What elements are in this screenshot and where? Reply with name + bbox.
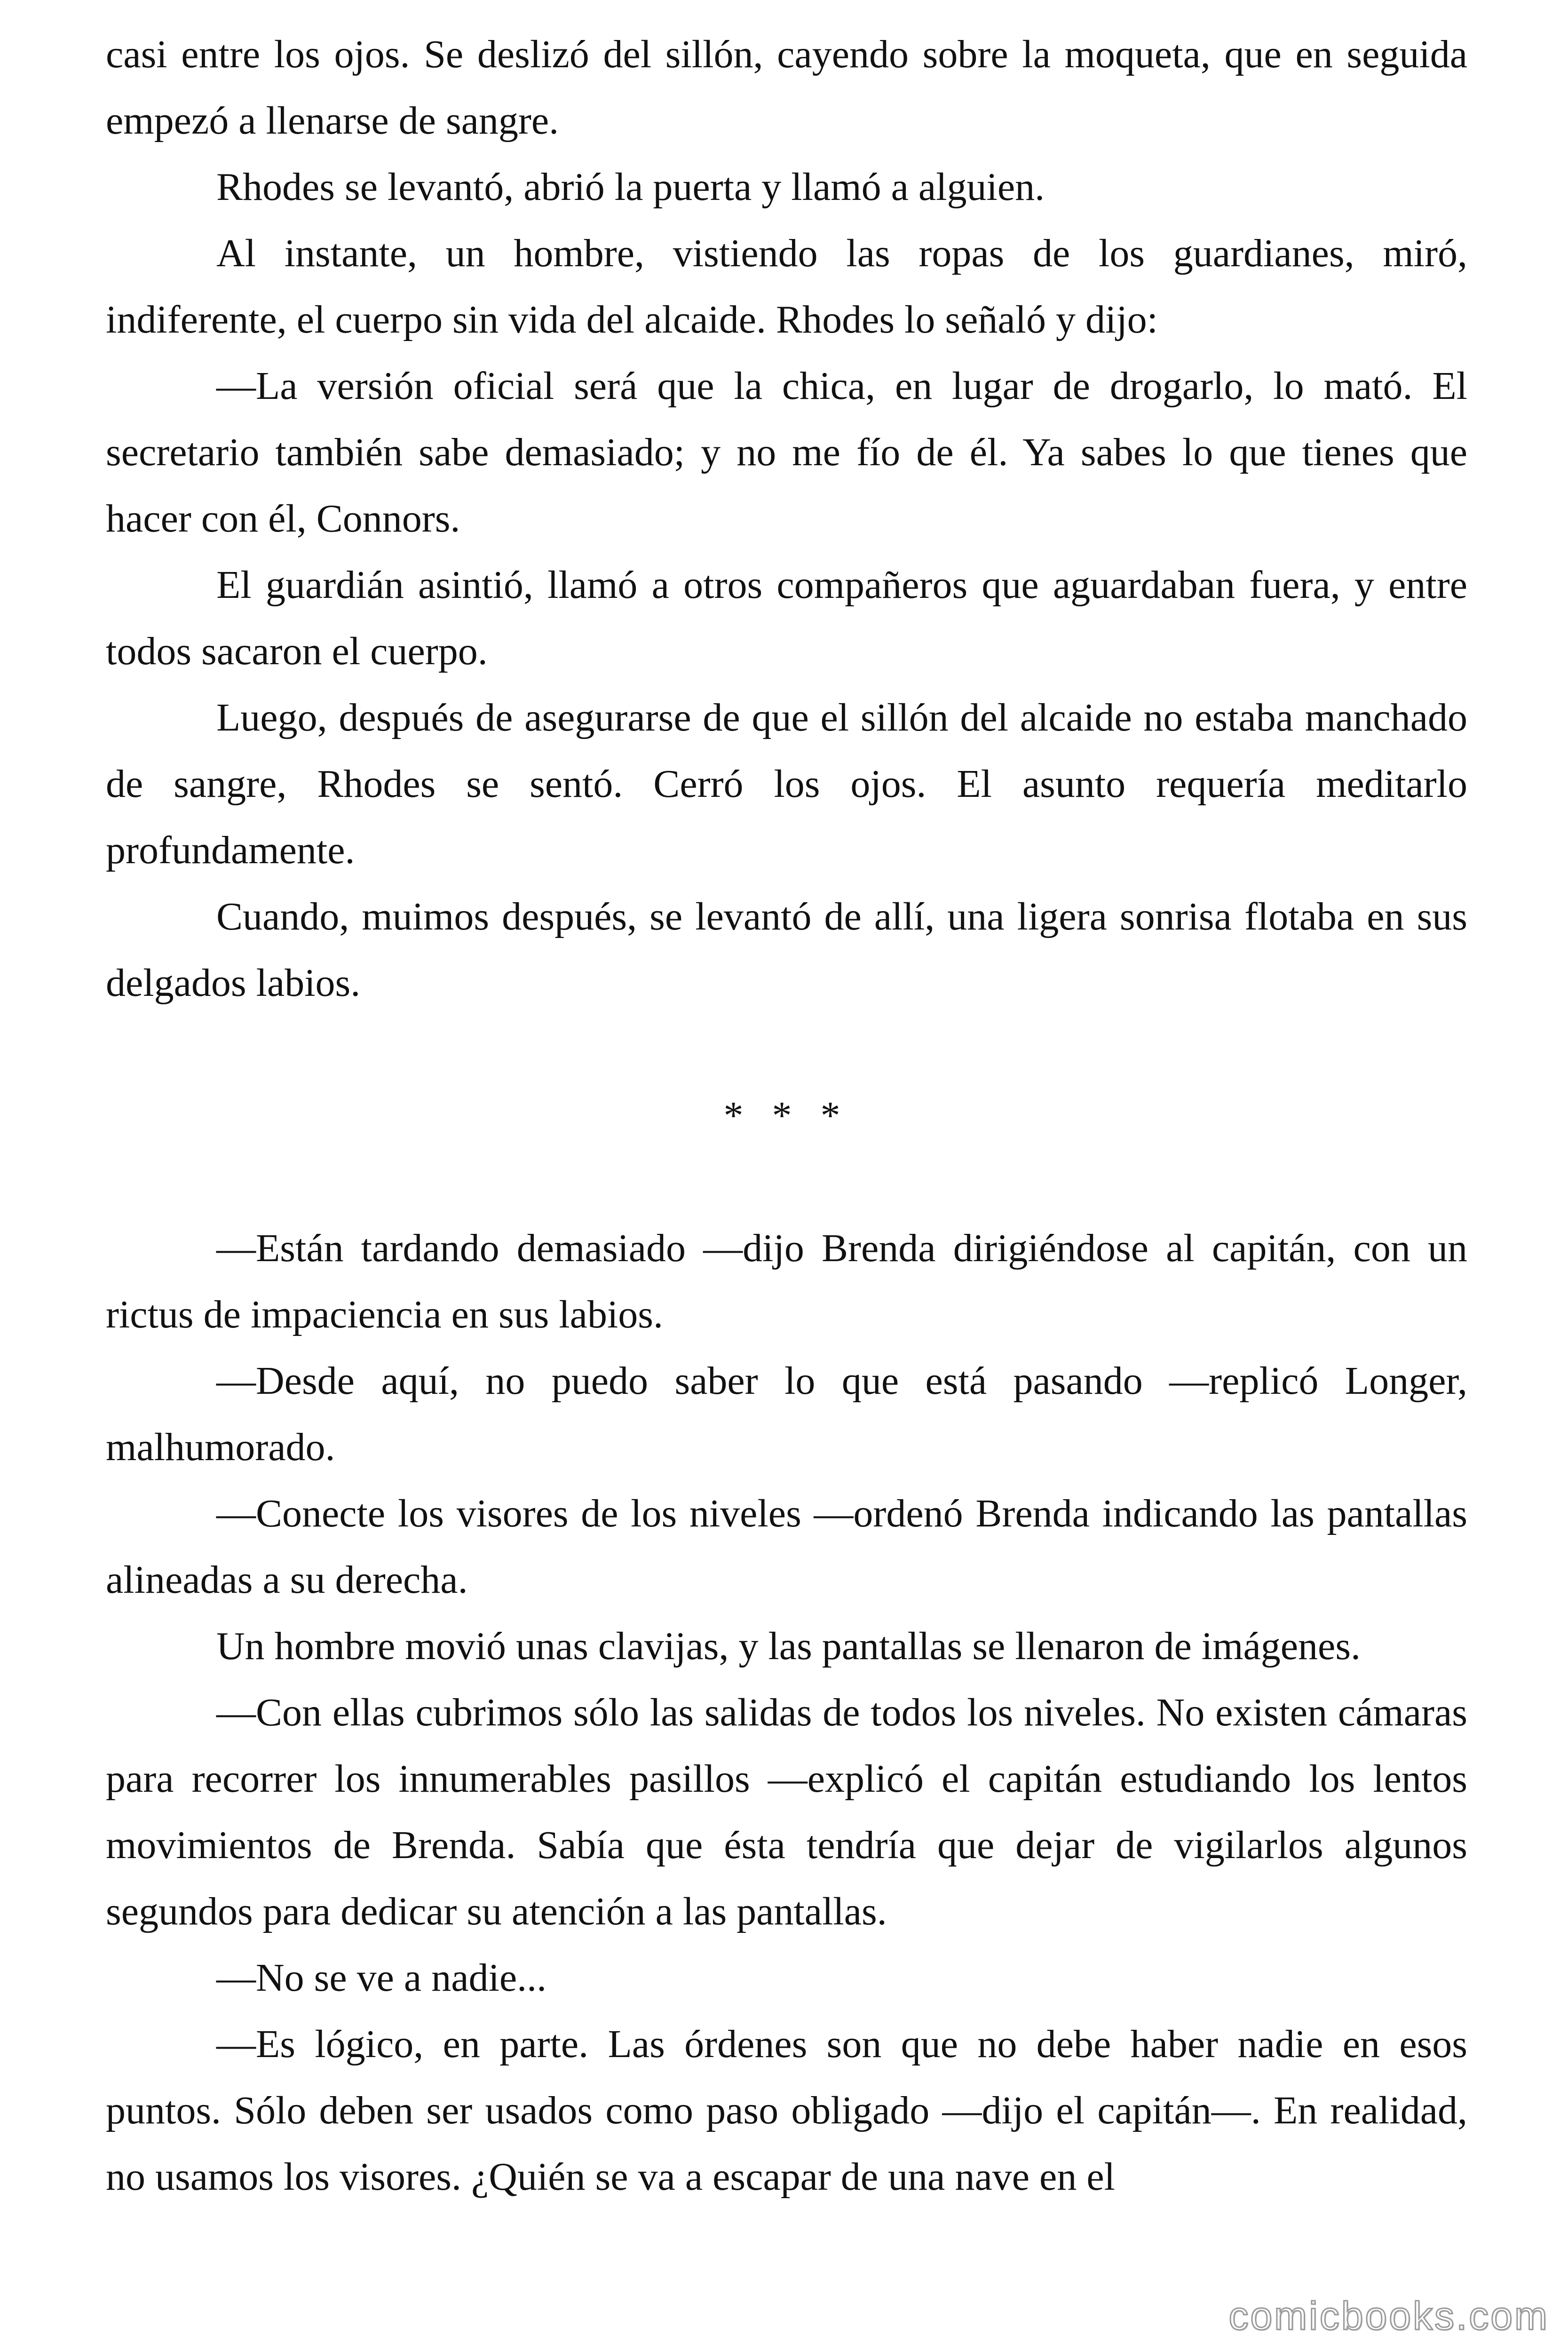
paragraph: Al instante, un hombre, vistiendo las ropas de los guardianes, miró, indiferente, el cuerpo sin vida del alcaide. Rhodes lo señaló y dijo: [106,231,1467,342]
paragraph: Rhodes se levantó, abrió la puerta y llamó a alguien. [216,165,1045,209]
paragraph: —Es lógico, en parte. Las órdenes son que no debe haber nadie en esos puntos. Sólo deben ser usados como paso obligado —dijo el capitán—. En realidad, no usamos los visores. ¿Quién se va a escapar de una nave en el [106,2022,1467,2199]
paragraph: casi entre los ojos. Se deslizó del sillón, cayendo sobre la moqueta, que en seguida empezó a llenarse de sangre. [106,32,1467,143]
paragraph: —No se ve a nadie... [216,1956,547,2000]
paragraph: —Con ellas cubrimos sólo las salidas de todos los niveles. No existen cámaras para recorrer los innumerables pasillos —explicó el capitán estudiando los lentos movimientos de Brenda. Sabía que ésta tendría que dejar de vigilarlos algunos segundos para dedicar su atención a las pantallas. [106,1691,1467,1933]
paragraph: —Están tardando demasiado —dijo Brenda dirigiéndose al capitán, con un rictus de impaciencia en sus labios. [106,1226,1467,1336]
paragraph: —Desde aquí, no puedo saber lo que está pasando —replicó Longer, malhumorado. [106,1359,1467,1469]
paragraph: El guardián asintió, llamó a otros compañeros que aguardaban fuera, y entre todos sacaron el cuerpo. [106,563,1467,673]
paragraph: Cuando, muimos después, se levantó de allí, una ligera sonrisa flotaba en sus delgados labios. [106,895,1467,1005]
watermark: comicbooks.com [1228,2294,1549,2338]
paragraph: —La versión oficial será que la chica, en lugar de drogarlo, lo mató. El secretario también sabe demasiado; y no me fío de él. Ya sabes lo que tienes que hacer con él, Connors. [106,364,1467,540]
section-separator: * * * [723,1094,850,1137]
paragraph: —Conecte los visores de los niveles —ordenó Brenda indicando las pantallas alineadas a su derecha. [106,1492,1467,1602]
paragraph: Un hombre movió unas clavijas, y las pantallas se llenaron de imágenes. [216,1624,1361,1668]
paragraph: Luego, después de asegurarse de que el sillón del alcaide no estaba manchado de sangre, Rhodes se sentó. Cerró los ojos. El asunto requería meditarlo profundamente. [106,696,1467,872]
page-text [106,21,1467,2210]
